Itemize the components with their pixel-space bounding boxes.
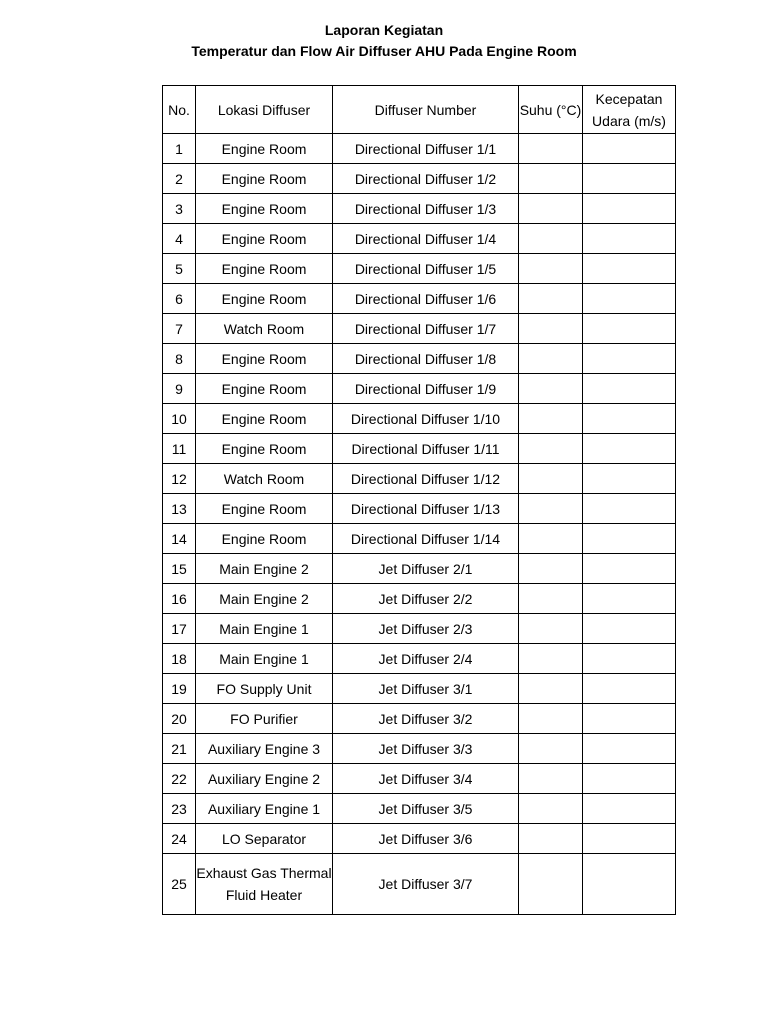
cell-suhu xyxy=(519,584,583,614)
cell-lokasi-diffuser: Auxiliary Engine 1 xyxy=(196,794,333,824)
cell-no: 13 xyxy=(163,494,196,524)
cell-kecepatan-udara xyxy=(583,314,676,344)
cell-kecepatan-udara xyxy=(583,194,676,224)
cell-diffuser-number: Directional Diffuser 1/3 xyxy=(333,194,519,224)
table-row xyxy=(163,734,676,764)
cell-kecepatan-udara xyxy=(583,464,676,494)
report-subtitle: Temperatur dan Flow Air Diffuser AHU Pada Engine Room xyxy=(191,43,577,59)
cell-diffuser-number: Directional Diffuser 1/6 xyxy=(333,284,519,314)
cell-lokasi-diffuser: LO Separator xyxy=(196,824,333,854)
cell-lokasi-diffuser: Engine Room xyxy=(196,404,333,434)
cell-lokasi-diffuser: Watch Room xyxy=(196,464,333,494)
cell-suhu xyxy=(519,674,583,704)
cell-lokasi-diffuser: Main Engine 2 xyxy=(196,584,333,614)
cell-kecepatan-udara xyxy=(583,404,676,434)
cell-lokasi-diffuser: Main Engine 1 xyxy=(196,614,333,644)
cell-lokasi-diffuser: Engine Room xyxy=(196,194,333,224)
cell-no: 3 xyxy=(163,194,196,224)
cell-diffuser-number: Directional Diffuser 1/7 xyxy=(333,314,519,344)
cell-no: 25 xyxy=(163,854,196,915)
cell-no: 9 xyxy=(163,374,196,404)
table-row xyxy=(163,524,676,554)
cell-diffuser-number: Jet Diffuser 3/1 xyxy=(333,674,519,704)
cell-suhu xyxy=(519,554,583,584)
table-row xyxy=(163,704,676,734)
cell-no: 19 xyxy=(163,674,196,704)
cell-suhu xyxy=(519,734,583,764)
cell-lokasi-diffuser: Main Engine 1 xyxy=(196,644,333,674)
table-row xyxy=(163,434,676,464)
cell-kecepatan-udara xyxy=(583,854,676,915)
cell-no: 23 xyxy=(163,794,196,824)
cell-suhu xyxy=(519,254,583,284)
cell-suhu xyxy=(519,764,583,794)
cell-no: 22 xyxy=(163,764,196,794)
cell-kecepatan-udara xyxy=(583,254,676,284)
cell-no: 6 xyxy=(163,284,196,314)
cell-diffuser-number: Directional Diffuser 1/2 xyxy=(333,164,519,194)
cell-lokasi-diffuser: Engine Room xyxy=(196,254,333,284)
cell-suhu xyxy=(519,854,583,915)
cell-suhu xyxy=(519,794,583,824)
cell-diffuser-number: Jet Diffuser 3/7 xyxy=(333,854,519,915)
table-body xyxy=(163,134,676,915)
table-row xyxy=(163,344,676,374)
cell-no: 17 xyxy=(163,614,196,644)
cell-suhu xyxy=(519,614,583,644)
cell-diffuser-number: Directional Diffuser 1/13 xyxy=(333,494,519,524)
table-row xyxy=(163,464,676,494)
cell-lokasi-diffuser: Engine Room xyxy=(196,284,333,314)
cell-suhu xyxy=(519,164,583,194)
cell-kecepatan-udara xyxy=(583,374,676,404)
cell-kecepatan-udara xyxy=(583,704,676,734)
cell-suhu xyxy=(519,434,583,464)
cell-suhu xyxy=(519,824,583,854)
table-row xyxy=(163,374,676,404)
cell-kecepatan-udara xyxy=(583,584,676,614)
header-suhu: Suhu (°C) xyxy=(519,86,583,134)
cell-diffuser-number: Jet Diffuser 3/5 xyxy=(333,794,519,824)
cell-no: 11 xyxy=(163,434,196,464)
header-kecepatan-udara: Kecepatan Udara (m/s) xyxy=(583,86,676,134)
cell-diffuser-number: Directional Diffuser 1/5 xyxy=(333,254,519,284)
cell-kecepatan-udara xyxy=(583,164,676,194)
table-row xyxy=(163,494,676,524)
cell-lokasi-diffuser: Auxiliary Engine 2 xyxy=(196,764,333,794)
table-row xyxy=(163,824,676,854)
cell-suhu xyxy=(519,344,583,374)
cell-diffuser-number: Directional Diffuser 1/14 xyxy=(333,524,519,554)
cell-lokasi-diffuser: Exhaust Gas Thermal Fluid Heater xyxy=(196,854,333,915)
cell-diffuser-number: Jet Diffuser 3/4 xyxy=(333,764,519,794)
cell-suhu xyxy=(519,644,583,674)
diffuser-report-table xyxy=(162,85,676,915)
cell-diffuser-number: Jet Diffuser 2/2 xyxy=(333,584,519,614)
table-row xyxy=(163,194,676,224)
cell-no: 18 xyxy=(163,644,196,674)
cell-no: 14 xyxy=(163,524,196,554)
table-row xyxy=(163,224,676,254)
table-row xyxy=(163,134,676,164)
cell-suhu xyxy=(519,404,583,434)
cell-lokasi-diffuser: FO Supply Unit xyxy=(196,674,333,704)
cell-no: 21 xyxy=(163,734,196,764)
cell-lokasi-diffuser: Engine Room xyxy=(196,374,333,404)
cell-diffuser-number: Directional Diffuser 1/11 xyxy=(333,434,519,464)
cell-diffuser-number: Directional Diffuser 1/1 xyxy=(333,134,519,164)
table-row xyxy=(163,284,676,314)
cell-kecepatan-udara xyxy=(583,434,676,464)
cell-diffuser-number: Jet Diffuser 3/6 xyxy=(333,824,519,854)
cell-no: 10 xyxy=(163,404,196,434)
cell-diffuser-number: Directional Diffuser 1/8 xyxy=(333,344,519,374)
table-row xyxy=(163,314,676,344)
cell-kecepatan-udara xyxy=(583,524,676,554)
cell-kecepatan-udara xyxy=(583,554,676,584)
cell-no: 7 xyxy=(163,314,196,344)
cell-suhu xyxy=(519,524,583,554)
cell-lokasi-diffuser: FO Purifier xyxy=(196,704,333,734)
cell-kecepatan-udara xyxy=(583,764,676,794)
cell-suhu xyxy=(519,494,583,524)
table-row xyxy=(163,164,676,194)
cell-kecepatan-udara xyxy=(583,134,676,164)
header-no: No. xyxy=(163,86,196,134)
cell-diffuser-number: Directional Diffuser 1/4 xyxy=(333,224,519,254)
report-title-block xyxy=(0,20,768,62)
cell-no: 16 xyxy=(163,584,196,614)
cell-suhu xyxy=(519,134,583,164)
table-header-row xyxy=(163,86,676,134)
table-row xyxy=(163,554,676,584)
cell-suhu xyxy=(519,374,583,404)
cell-lokasi-diffuser: Engine Room xyxy=(196,434,333,464)
cell-kecepatan-udara xyxy=(583,794,676,824)
cell-suhu xyxy=(519,194,583,224)
cell-suhu xyxy=(519,224,583,254)
cell-suhu xyxy=(519,464,583,494)
cell-diffuser-number: Jet Diffuser 2/3 xyxy=(333,614,519,644)
cell-lokasi-diffuser: Engine Room xyxy=(196,494,333,524)
cell-kecepatan-udara xyxy=(583,614,676,644)
cell-kecepatan-udara xyxy=(583,674,676,704)
cell-suhu xyxy=(519,284,583,314)
cell-kecepatan-udara xyxy=(583,224,676,254)
cell-lokasi-diffuser: Main Engine 2 xyxy=(196,554,333,584)
cell-no: 2 xyxy=(163,164,196,194)
cell-kecepatan-udara xyxy=(583,284,676,314)
table-row xyxy=(163,794,676,824)
cell-suhu xyxy=(519,704,583,734)
table-row xyxy=(163,644,676,674)
table-row xyxy=(163,404,676,434)
table-row xyxy=(163,854,676,915)
table-row xyxy=(163,764,676,794)
cell-lokasi-diffuser: Auxiliary Engine 3 xyxy=(196,734,333,764)
table-row xyxy=(163,254,676,284)
cell-kecepatan-udara xyxy=(583,734,676,764)
cell-no: 5 xyxy=(163,254,196,284)
cell-no: 24 xyxy=(163,824,196,854)
cell-diffuser-number: Directional Diffuser 1/12 xyxy=(333,464,519,494)
table-row xyxy=(163,584,676,614)
cell-no: 1 xyxy=(163,134,196,164)
cell-diffuser-number: Jet Diffuser 2/4 xyxy=(333,644,519,674)
report-title: Laporan Kegiatan xyxy=(324,22,444,38)
cell-diffuser-number: Jet Diffuser 3/3 xyxy=(333,734,519,764)
cell-lokasi-diffuser: Engine Room xyxy=(196,134,333,164)
cell-no: 8 xyxy=(163,344,196,374)
cell-lokasi-diffuser: Engine Room xyxy=(196,524,333,554)
cell-diffuser-number: Directional Diffuser 1/10 xyxy=(333,404,519,434)
cell-no: 4 xyxy=(163,224,196,254)
cell-kecepatan-udara xyxy=(583,644,676,674)
cell-kecepatan-udara xyxy=(583,344,676,374)
cell-no: 20 xyxy=(163,704,196,734)
cell-diffuser-number: Jet Diffuser 3/2 xyxy=(333,704,519,734)
cell-lokasi-diffuser: Engine Room xyxy=(196,224,333,254)
table-row xyxy=(163,674,676,704)
header-lokasi-diffuser: Lokasi Diffuser xyxy=(196,86,333,134)
cell-no: 12 xyxy=(163,464,196,494)
cell-kecepatan-udara xyxy=(583,824,676,854)
cell-diffuser-number: Jet Diffuser 2/1 xyxy=(333,554,519,584)
cell-lokasi-diffuser: Watch Room xyxy=(196,314,333,344)
cell-kecepatan-udara xyxy=(583,494,676,524)
header-diffuser-number: Diffuser Number xyxy=(333,86,519,134)
table-row xyxy=(163,614,676,644)
cell-suhu xyxy=(519,314,583,344)
cell-lokasi-diffuser: Engine Room xyxy=(196,164,333,194)
cell-lokasi-diffuser: Engine Room xyxy=(196,344,333,374)
cell-diffuser-number: Directional Diffuser 1/9 xyxy=(333,374,519,404)
cell-no: 15 xyxy=(163,554,196,584)
